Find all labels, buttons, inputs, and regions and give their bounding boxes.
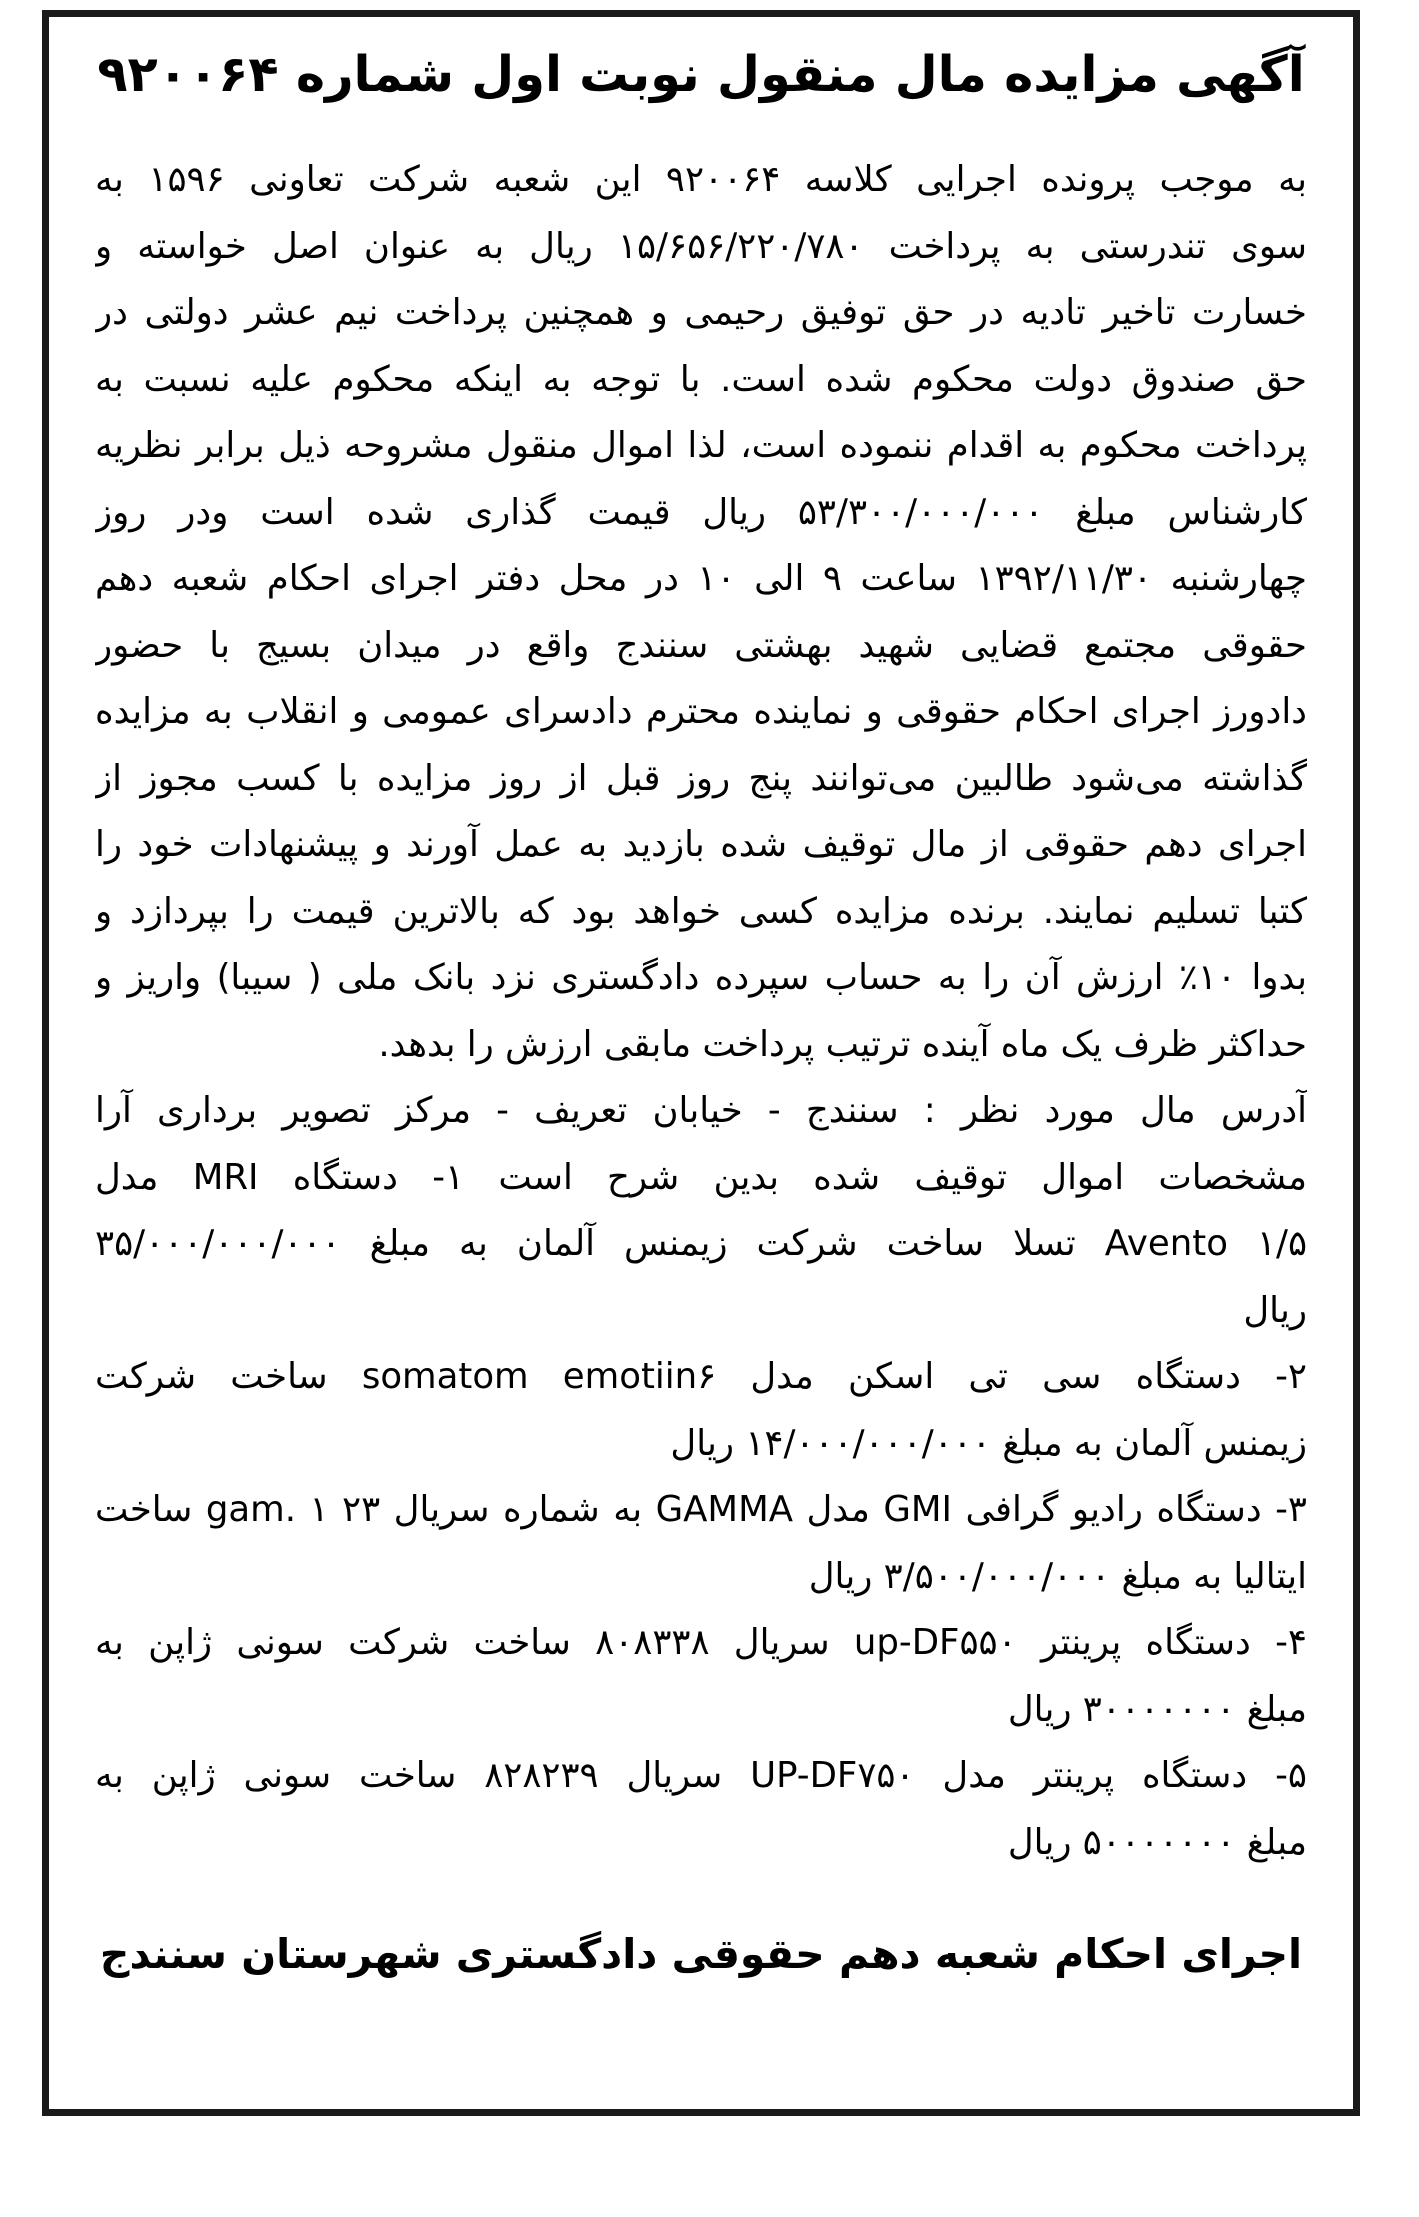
body-line: کارشناس مبلغ ۵۳/۳۰۰/۰۰۰/۰۰۰ ریال قیمت گذاری شده است ودر روز xyxy=(95,491,1307,533)
notice-footer: اجرای احکام شعبه دهم حقوقی دادگستری شهرستان سنندج xyxy=(99,1930,1303,1978)
body-line: به موجب پرونده اجرایی کلاسه ۹۲۰۰۶۴ این شعبه شرکت تعاونی ۱۵۹۶ به xyxy=(95,159,1307,200)
body-line: خسارت تاخیر تادیه در حق توفیق رحیمی و همچنین پرداخت نیم عشر دولتی در xyxy=(95,292,1307,333)
item-line: ۲- دستگاه سی تی اسکن مدل somatom emotiin۶ ساخت شرکت xyxy=(95,1356,1307,1397)
body-line: حق صندوق دولت محکوم شده است. با توجه به اینکه محکوم علیه نسبت به xyxy=(95,358,1307,400)
item-line: مشخصات اموال توقیف شده بدین شرح است ۱- دستگاه MRI مدل xyxy=(95,1156,1307,1198)
item-line: زیمنس آلمان به مبلغ ۱۴/۰۰۰/۰۰۰/۰۰۰ ریال xyxy=(670,1422,1307,1464)
notice-content xyxy=(95,17,1307,2109)
body-line: دادورز اجرای احکام حقوقی و نماینده محترم دادسرای عمومی و انقلاب به مزایده xyxy=(95,691,1307,732)
notice-title: آگهی مزایده مال منقول نوبت اول شماره ۹۲۰۰۶۴ xyxy=(97,45,1305,103)
item-line: ۵- دستگاه پرینتر مدل UP-DF۷۵۰ سریال ۸۲۸۲۳۹ ساخت سونی ژاپن به xyxy=(95,1755,1307,1796)
body-line: سوی تندرستی به پرداخت ۱۵/۶۵۶/۲۲۰/۷۸۰ ریال به عنوان اصل خواسته و xyxy=(95,225,1307,267)
item-line: مبلغ ۳۰۰۰۰۰۰۰ ریال xyxy=(1007,1688,1307,1730)
address-line: آدرس مال مورد نظر : سنندج - خیابان تعریف - مرکز تصویر برداری آرا xyxy=(95,1090,1307,1131)
item-line: ریال xyxy=(1243,1289,1307,1331)
notice-frame xyxy=(42,10,1360,2116)
item-line: ایتالیا به مبلغ ۳/۵۰۰/۰۰۰/۰۰۰ ریال xyxy=(808,1555,1307,1597)
body-line: پرداخت محکوم به اقدام ننموده است، لذا اموال منقول مشروحه ذیل برابر نظریه xyxy=(95,425,1307,466)
body-line: کتبا تسلیم نمایند. برنده مزایده کسی خواهد بود که بالاترین قیمت را بپردازد و xyxy=(95,890,1307,932)
item-line: مبلغ ۵۰۰۰۰۰۰۰ ریال xyxy=(1007,1821,1307,1863)
item-line: ۴- دستگاه پرینتر up-DF۵۵۰ سریال ۸۰۸۳۳۸ ساخت شرکت سونی ژاپن به xyxy=(95,1622,1307,1663)
body-line: حداکثر ظرف یک ماه آینده ترتیب پرداخت مابقی ارزش را بدهد. xyxy=(378,1023,1307,1065)
body-line: اجرای دهم حقوقی از مال توقیف شده بازدید به عمل آورند و پیشنهادات خود را xyxy=(95,824,1307,865)
body-line: حقوقی مجتمع قضایی شهید بهشتی سنندج واقع در میدان بسیج با حضور xyxy=(95,624,1307,666)
body-line: گذاشته می‌شود طالبین می‌توانند پنج روز قبل از روز مزایده با کسب مجوز از xyxy=(95,757,1307,799)
item-line: Avento ۱/۵ تسلا ساخت شرکت زیمنس آلمان به مبلغ ۳۵/۰۰۰/۰۰۰/۰۰۰ xyxy=(95,1223,1307,1264)
item-line: ۳- دستگاه رادیو گرافی GMI مدل GAMMA به شماره سریال ۲۳ gam. ۱ ساخت xyxy=(95,1489,1307,1530)
body-line: چهارشنبه ۱۳۹۲/۱۱/۳۰ ساعت ۹ الی ۱۰ در محل دفتر اجرای احکام شعبه دهم xyxy=(95,558,1307,599)
body-line: بدوا ۱۰٪ ارزش آن را به حساب سپرده دادگستری نزد بانک ملی ( سیبا) واریز و xyxy=(95,957,1307,998)
notice-body xyxy=(95,147,1307,1876)
